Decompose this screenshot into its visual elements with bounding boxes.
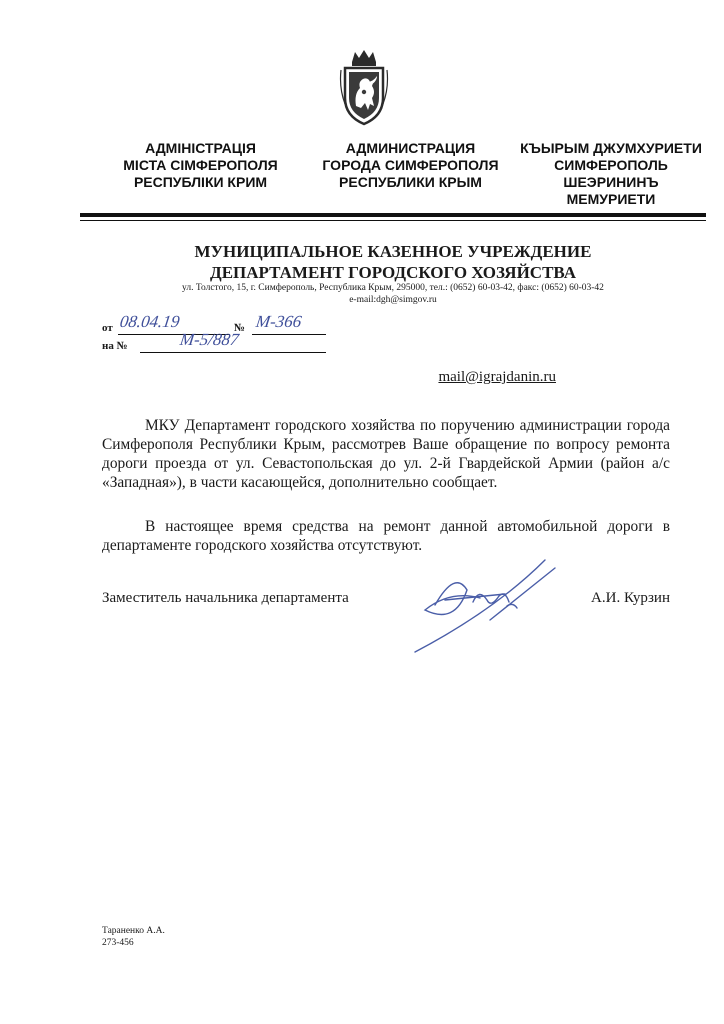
organization-email: e-mail:dgh@simgov.ru xyxy=(349,295,437,305)
signatory-role: Заместитель начальника департамента xyxy=(102,590,349,606)
header-line: ШЕЭРИНИНЪ xyxy=(563,174,659,190)
recipient-email: mail@igrajdanin.ru xyxy=(438,369,556,385)
header-line: МІСТА СІМФЕРОПОЛЯ xyxy=(123,157,278,173)
signatory-name: А.И. Курзин xyxy=(591,590,670,606)
header-divider-thin xyxy=(80,220,706,221)
header-russian xyxy=(313,140,508,191)
header-crimean-tatar xyxy=(516,140,706,208)
header-line: КЪЫРЫМ ДЖУМХУРИЕТИ xyxy=(520,140,702,156)
organization-address: ул. Толстого, 15, г. Симферополь, Республика Крым, 295000, тел.: (0652) 60-03-42, факс: (0652) 60-03-42 xyxy=(182,283,604,293)
organization-name: МУНИЦИПАЛЬНОЕ КАЗЕННОЕ УЧРЕЖДЕНИЕ xyxy=(194,242,592,261)
body-paragraph: МКУ Департамент городского хозяйства по поручению администрации города Симферополя Республики Крым, рассмотрев Ваше обращение по вопросу ремонта дороги проезда от ул. Севастопольская до ул. 2-й Гвардейской Армии (район а/с «Западная»), в части касающейся, дополнительно сообщает. xyxy=(102,417,670,491)
header-line: ГОРОДА СИМФЕРОПОЛЯ xyxy=(322,157,499,173)
date-label: от xyxy=(102,322,113,334)
department-name: ДЕПАРТАМЕНТ ГОРОДСКОГО ХОЗЯЙСТВА xyxy=(210,263,576,282)
reference-label: на № xyxy=(102,340,128,352)
reference-handwritten: М-5/887 xyxy=(178,330,240,349)
header-ukrainian xyxy=(108,140,293,191)
header-divider-thick xyxy=(80,213,706,217)
header-line: АДМІНІСТРАЦІЯ xyxy=(145,140,256,156)
header-line: МЕМУРИЕТИ xyxy=(566,191,656,207)
header-line: АДМИНИСТРАЦИЯ xyxy=(345,140,476,156)
executor-phone: 273-456 xyxy=(102,938,134,948)
date-handwritten: 08.04.19 xyxy=(118,312,181,331)
executor-name: Тараненко А.А. xyxy=(102,926,165,936)
header-line: СИМФЕРОПОЛЬ xyxy=(554,157,668,173)
header-line: РЕСПУБЛІКИ КРИМ xyxy=(133,174,268,190)
handwritten-signature-icon xyxy=(395,550,565,660)
coat-of-arms-icon xyxy=(339,48,389,128)
number-label: № xyxy=(234,322,246,334)
body-paragraph: В настоящее время средства на ремонт данной автомобильной дороги в департаменте городского хозяйства отсутствуют. xyxy=(102,518,670,554)
header-line: РЕСПУБЛИКИ КРЫМ xyxy=(339,174,482,190)
number-handwritten: М-366 xyxy=(254,312,303,331)
